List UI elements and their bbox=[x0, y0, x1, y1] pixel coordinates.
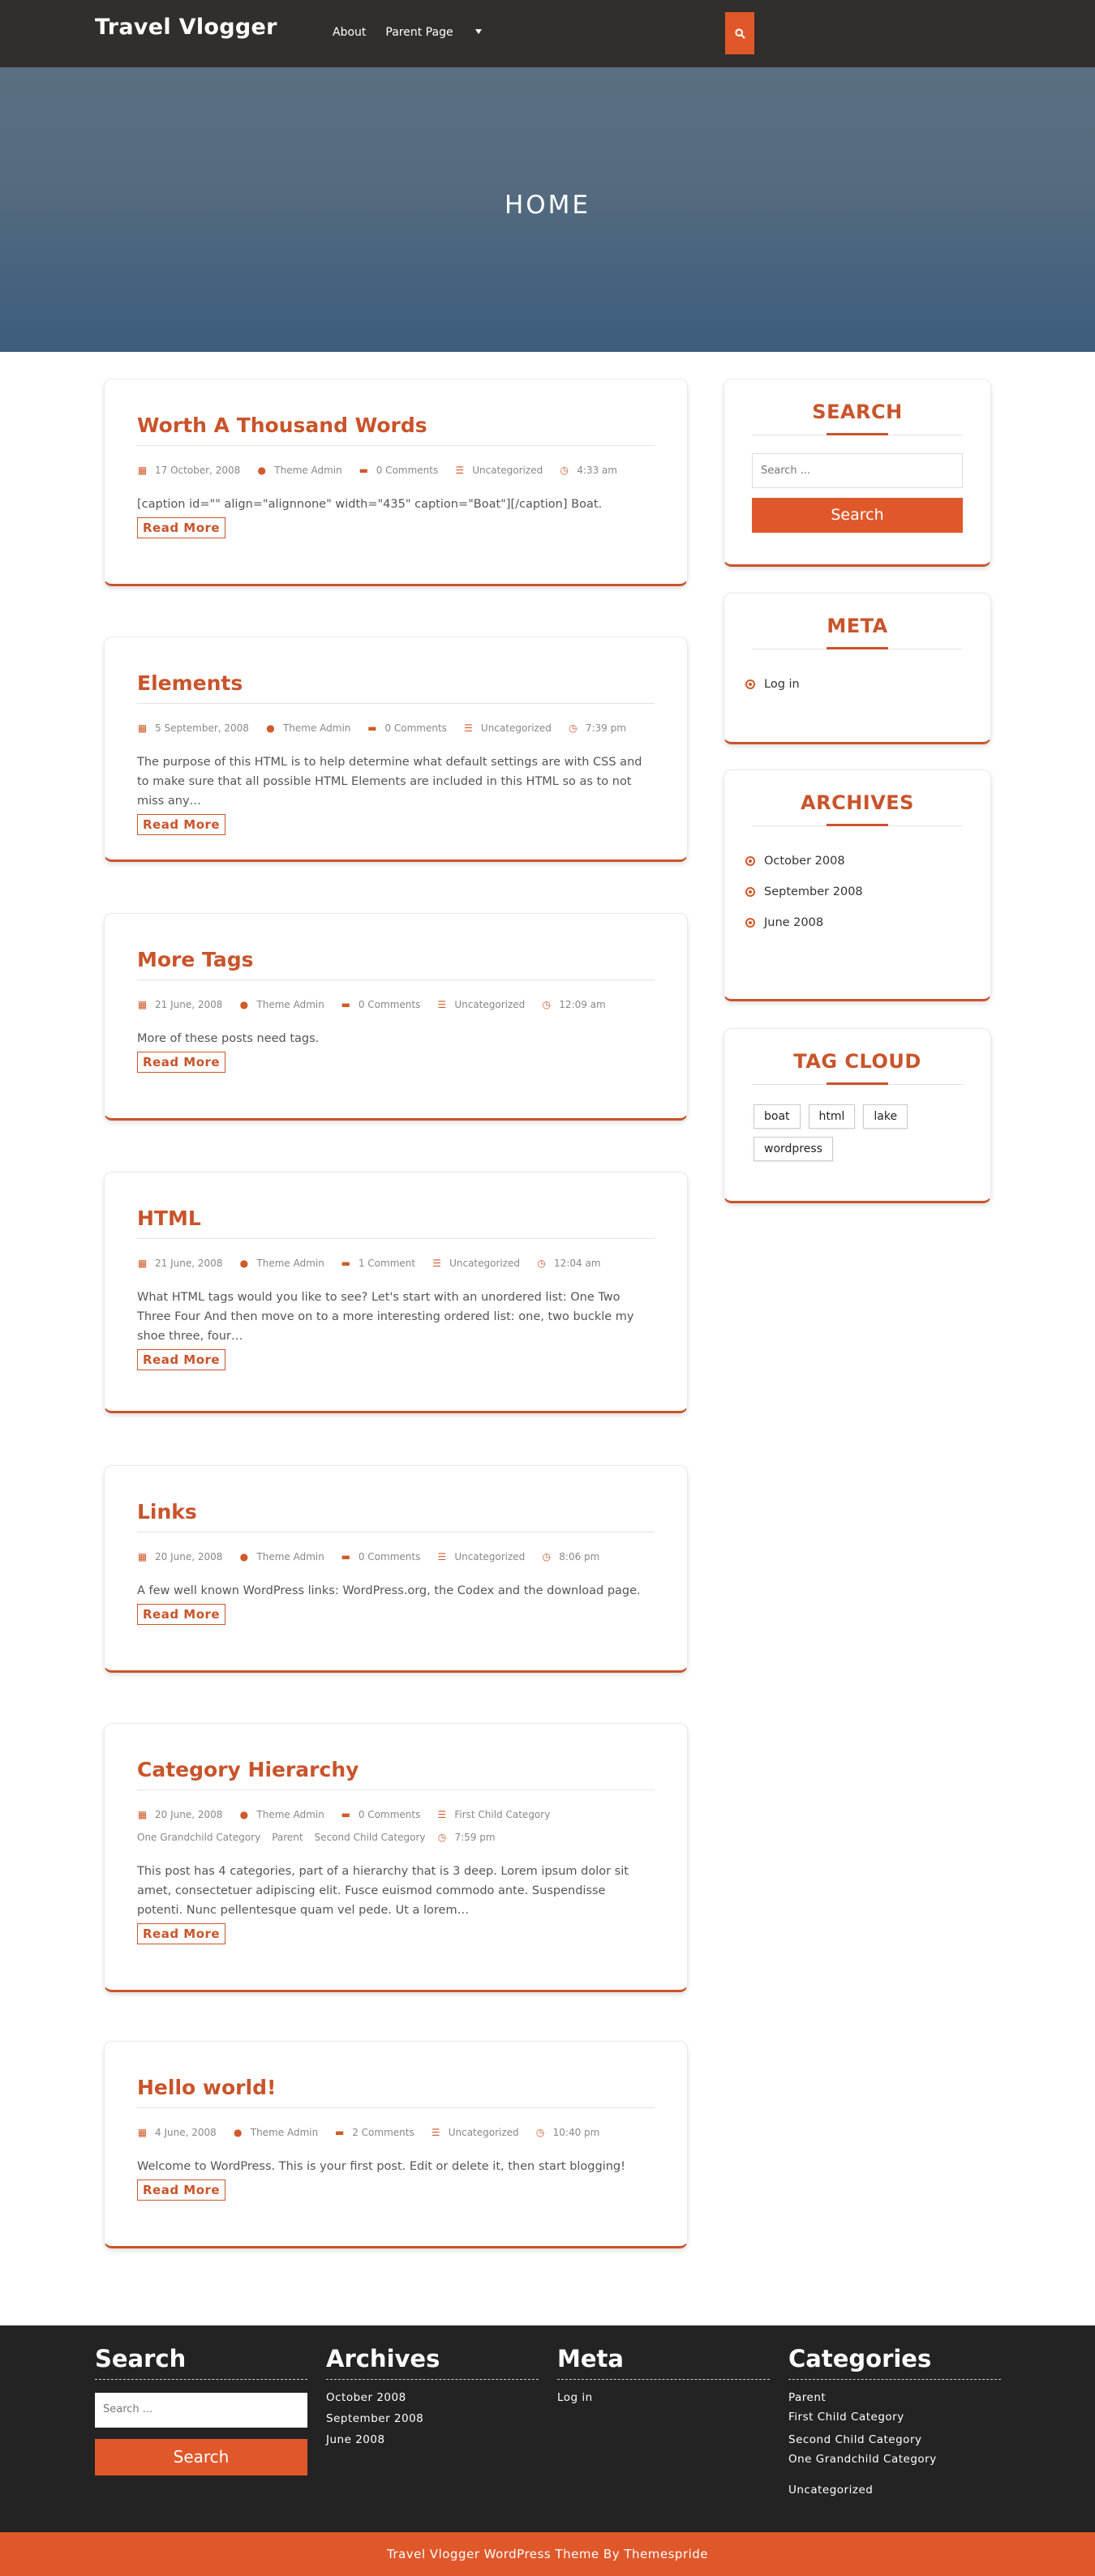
post-meta bbox=[137, 1803, 655, 1849]
calendar-icon: ▦ bbox=[137, 465, 148, 476]
meta-item-log-in[interactable] bbox=[745, 664, 990, 705]
post-meta-text: 20 June, 2008 bbox=[155, 1809, 223, 1820]
post-title[interactable]: Worth A Thousand Words bbox=[137, 414, 655, 446]
post-title[interactable]: Links bbox=[137, 1500, 655, 1532]
post-meta-text: 4:33 am bbox=[577, 465, 617, 476]
post-meta-time bbox=[535, 2121, 600, 2144]
post-meta-category[interactable] bbox=[272, 1826, 303, 1849]
post-meta-date[interactable] bbox=[137, 717, 249, 739]
user-icon: ● bbox=[257, 465, 267, 476]
widget-divider bbox=[752, 1084, 963, 1085]
hero-banner bbox=[0, 67, 1095, 352]
post-meta-text: Theme Admin bbox=[256, 1809, 324, 1820]
clock-icon: ◷ bbox=[569, 722, 578, 734]
user-icon: ● bbox=[239, 999, 249, 1010]
widget-title: TAG CLOUD bbox=[793, 1050, 921, 1073]
list-icon: ☰ bbox=[437, 999, 447, 1010]
site-footer bbox=[0, 2325, 1095, 2532]
post-title[interactable]: More Tags bbox=[137, 948, 655, 980]
comments-icon: ▬ bbox=[335, 2127, 345, 2138]
post-card bbox=[104, 1172, 688, 1413]
post-meta-comments[interactable] bbox=[367, 717, 447, 739]
post-meta-text: 1 Comment bbox=[358, 1258, 416, 1269]
read-more-button[interactable]: Read More bbox=[137, 814, 225, 835]
list-item-label: October 2008 bbox=[764, 855, 845, 868]
post-excerpt: [caption id="" align="alignnone" width="435" caption="Boat"][/caption] Boat. bbox=[137, 498, 603, 511]
post-excerpt: Welcome to WordPress. This is your first post. Edit or delete it, then start blogging! bbox=[137, 2160, 625, 2173]
calendar-icon: ▦ bbox=[137, 1258, 148, 1269]
list-icon: ☰ bbox=[455, 465, 465, 476]
post-meta-text: 12:09 am bbox=[559, 999, 606, 1010]
read-more-button[interactable]: Read More bbox=[137, 517, 225, 538]
chevron-down-icon bbox=[475, 29, 482, 34]
post-excerpt: This post has 4 categories, part of a hierarchy that is 3 deep. Lorem ipsum dolor sit amet, consectetuer adipiscing elit. Fusce euismod commodo ante. Suspendisse potenti. Nunc pellentesque quam vel pede. Ut a lorem… bbox=[137, 1865, 629, 1917]
comments-icon: ▬ bbox=[341, 1809, 351, 1820]
post-excerpt: More of these posts need tags. bbox=[137, 1032, 320, 1045]
footer-heading: Meta bbox=[557, 2345, 770, 2380]
post-meta-text: 0 Comments bbox=[358, 1551, 421, 1562]
post-meta-text: Theme Admin bbox=[256, 1551, 324, 1562]
sidebar-meta-widget bbox=[724, 593, 991, 744]
bullet-icon bbox=[745, 856, 755, 866]
post-card bbox=[104, 1465, 688, 1673]
post-card bbox=[104, 379, 688, 586]
bullet-icon bbox=[745, 918, 755, 928]
post-meta bbox=[137, 993, 655, 1016]
bullet-icon bbox=[745, 887, 755, 897]
read-more-button[interactable]: Read More bbox=[137, 2180, 225, 2201]
post-meta-text: 5 September, 2008 bbox=[155, 722, 249, 734]
post-meta-text: 20 June, 2008 bbox=[155, 1551, 223, 1562]
post-meta-text: Theme Admin bbox=[256, 1258, 324, 1269]
post-meta-text: Second Child Category bbox=[314, 1832, 426, 1843]
post-meta-text: 4 June, 2008 bbox=[155, 2127, 217, 2138]
footer-categories-column bbox=[788, 2345, 1001, 2497]
post-meta bbox=[137, 1545, 655, 1568]
sidebar-search-button[interactable]: Search bbox=[752, 498, 963, 533]
post-meta bbox=[137, 459, 655, 482]
read-more-button[interactable]: Read More bbox=[137, 1923, 225, 1944]
footer-search-column bbox=[95, 2345, 307, 2475]
post-meta-text: 12:04 am bbox=[554, 1258, 601, 1269]
post-meta-category[interactable] bbox=[436, 1545, 525, 1568]
user-icon: ● bbox=[239, 1551, 249, 1562]
post-meta-text: 2 Comments bbox=[352, 2127, 414, 2138]
post-title[interactable]: Hello world! bbox=[137, 2076, 655, 2108]
user-icon: ● bbox=[234, 2127, 243, 2138]
post-meta-time bbox=[559, 459, 617, 482]
clock-icon: ◷ bbox=[560, 465, 569, 476]
post-meta-author[interactable] bbox=[238, 1803, 324, 1826]
tag-link[interactable]: lake bbox=[863, 1104, 908, 1129]
tag-link[interactable]: wordpress bbox=[754, 1137, 833, 1161]
list-item-label: September 2008 bbox=[764, 885, 863, 898]
list-icon: ☰ bbox=[437, 1809, 447, 1820]
clock-icon: ◷ bbox=[535, 2127, 545, 2138]
post-meta-date[interactable] bbox=[137, 993, 222, 1016]
post-meta-text: One Grandchild Category bbox=[137, 1832, 261, 1843]
post-meta-comments[interactable] bbox=[341, 993, 421, 1016]
post-meta-text: Uncategorized bbox=[454, 1551, 526, 1562]
footer-link[interactable]: Parent bbox=[788, 2391, 827, 2404]
post-meta-category[interactable] bbox=[432, 1252, 520, 1275]
comments-icon: ▬ bbox=[359, 465, 368, 476]
post-meta-text: 17 October, 2008 bbox=[155, 465, 241, 476]
post-card bbox=[104, 1723, 688, 1992]
post-meta-text: 21 June, 2008 bbox=[155, 1258, 223, 1269]
sidebar-search-widget bbox=[724, 379, 991, 567]
post-meta-category[interactable] bbox=[436, 1803, 550, 1826]
user-icon: ● bbox=[239, 1809, 249, 1820]
list-item-label: Log in bbox=[764, 678, 800, 691]
post-meta-text: Uncategorized bbox=[472, 465, 543, 476]
list-icon: ☰ bbox=[464, 722, 473, 734]
clock-icon: ◷ bbox=[542, 1551, 552, 1562]
tag-cloud bbox=[754, 1104, 961, 1169]
footer-link[interactable]: First Child Category bbox=[788, 2411, 904, 2424]
comments-icon: ▬ bbox=[341, 1551, 351, 1562]
post-meta-date[interactable] bbox=[137, 459, 240, 482]
post-meta-text: 0 Comments bbox=[358, 999, 421, 1010]
post-excerpt: What HTML tags would you like to see? Let's start with an unordered list: One Two Three Four And then move on to a more interesting ordered list: one, two buckle my shoe three, four… bbox=[137, 1291, 634, 1343]
footer-link[interactable]: October 2008 bbox=[326, 2391, 406, 2404]
post-meta-text: 10:40 pm bbox=[552, 2127, 600, 2138]
post-meta-date[interactable] bbox=[137, 1545, 222, 1568]
post-meta-category[interactable] bbox=[431, 2121, 519, 2144]
calendar-icon: ▦ bbox=[137, 722, 148, 734]
post-meta-comments[interactable] bbox=[341, 1803, 421, 1826]
post-meta-category[interactable] bbox=[137, 1826, 260, 1849]
post-meta-time bbox=[568, 717, 626, 739]
post-meta-text: 0 Comments bbox=[376, 465, 439, 476]
tag-link[interactable]: html bbox=[809, 1104, 856, 1129]
list-icon: ☰ bbox=[431, 2127, 440, 2138]
footer-archives-column bbox=[326, 2345, 539, 2446]
post-meta-text: 7:59 pm bbox=[454, 1832, 496, 1843]
post-meta-text: Uncategorized bbox=[480, 722, 552, 734]
post-meta-time bbox=[536, 1252, 600, 1275]
main-nav bbox=[333, 26, 501, 39]
widget-divider bbox=[752, 825, 963, 826]
site-title[interactable]: Travel Vlogger bbox=[95, 15, 277, 40]
post-meta-author[interactable] bbox=[265, 717, 350, 739]
post-meta-author[interactable] bbox=[238, 1545, 324, 1568]
post-meta-author[interactable] bbox=[256, 459, 341, 482]
comments-icon: ▬ bbox=[367, 722, 377, 734]
comments-icon: ▬ bbox=[341, 1258, 351, 1269]
footer-link[interactable]: Second Child Category bbox=[788, 2433, 922, 2446]
post-meta-text: Theme Admin bbox=[274, 465, 342, 476]
post-meta-comments[interactable] bbox=[359, 459, 439, 482]
post-meta-time bbox=[541, 993, 605, 1016]
sidebar-search-input[interactable]: Search ... bbox=[752, 453, 963, 488]
search-icon bbox=[735, 28, 745, 39]
post-meta-text: Theme Admin bbox=[282, 722, 351, 734]
post-title[interactable]: Elements bbox=[137, 671, 655, 704]
footer-search-button[interactable]: Search bbox=[95, 2439, 307, 2475]
tag-link[interactable]: boat bbox=[754, 1104, 801, 1129]
site-header bbox=[0, 0, 1095, 67]
post-card bbox=[104, 913, 688, 1121]
bullet-icon bbox=[745, 679, 755, 689]
copyright-bar: Travel Vlogger WordPress Theme By Themespride bbox=[0, 2532, 1095, 2576]
read-more-button[interactable]: Read More bbox=[137, 1052, 225, 1073]
user-icon: ● bbox=[239, 1258, 249, 1269]
calendar-icon: ▦ bbox=[137, 2127, 148, 2138]
post-meta-text: 8:06 pm bbox=[559, 1551, 600, 1562]
post-meta-text: Uncategorized bbox=[448, 2127, 519, 2138]
read-more-button[interactable]: Read More bbox=[137, 1349, 225, 1370]
post-meta-text: Theme Admin bbox=[250, 2127, 319, 2138]
post-meta-text: First Child Category bbox=[454, 1809, 551, 1820]
post-meta-time bbox=[436, 1826, 495, 1849]
footer-link[interactable]: Uncategorized bbox=[788, 2484, 874, 2497]
post-meta-date[interactable] bbox=[137, 1803, 222, 1826]
header-search-button[interactable] bbox=[725, 12, 754, 54]
footer-link[interactable]: Log in bbox=[557, 2391, 593, 2404]
calendar-icon: ▦ bbox=[137, 1551, 148, 1562]
footer-search-input[interactable]: Search ... bbox=[95, 2393, 307, 2428]
archive-item[interactable] bbox=[745, 902, 990, 943]
sidebar-tagcloud-widget bbox=[724, 1028, 991, 1203]
clock-icon: ◷ bbox=[542, 999, 552, 1010]
post-meta-text: 21 June, 2008 bbox=[155, 999, 223, 1010]
post-meta-text: 0 Comments bbox=[358, 1809, 421, 1820]
post-meta bbox=[137, 1252, 655, 1275]
nav-item-label: Parent Page bbox=[385, 26, 453, 39]
nav-item-about[interactable]: About bbox=[333, 26, 367, 39]
post-excerpt: A few well known WordPress links: WordPress.org, the Codex and the download page. bbox=[137, 1584, 641, 1597]
post-meta-category[interactable] bbox=[436, 993, 525, 1016]
footer-link[interactable]: One Grandchild Category bbox=[788, 2453, 937, 2466]
footer-meta-column bbox=[557, 2345, 770, 2404]
comments-icon: ▬ bbox=[341, 999, 351, 1010]
user-icon: ● bbox=[266, 722, 275, 734]
post-title[interactable]: HTML bbox=[137, 1207, 655, 1239]
post-meta-text: 7:39 pm bbox=[585, 722, 626, 734]
footer-link[interactable]: June 2008 bbox=[326, 2433, 385, 2446]
post-meta-category[interactable] bbox=[454, 459, 543, 482]
footer-heading: Categories bbox=[788, 2345, 1001, 2380]
post-excerpt: The purpose of this HTML is to help determine what default settings are with CSS and to make sure that all possible HTML Elements are included in this HTML so as to not miss any… bbox=[137, 756, 642, 808]
post-meta-text: 0 Comments bbox=[384, 722, 447, 734]
footer-heading: Search bbox=[95, 2345, 307, 2380]
clock-icon: ◷ bbox=[537, 1258, 546, 1269]
sidebar-archives-widget bbox=[724, 769, 991, 1001]
widget-title: ARCHIVES bbox=[801, 791, 914, 814]
list-item-label: June 2008 bbox=[764, 916, 824, 929]
post-meta bbox=[137, 2121, 655, 2144]
post-meta-time bbox=[541, 1545, 599, 1568]
post-meta bbox=[137, 717, 655, 739]
post-meta-comments[interactable] bbox=[334, 2121, 414, 2144]
post-card bbox=[104, 2041, 688, 2248]
post-meta-author[interactable] bbox=[233, 2121, 318, 2144]
post-meta-text: Theme Admin bbox=[256, 999, 324, 1010]
list-icon: ☰ bbox=[432, 1258, 441, 1269]
post-meta-text: Uncategorized bbox=[449, 1258, 521, 1269]
post-meta-category[interactable] bbox=[463, 717, 552, 739]
post-meta-author[interactable] bbox=[238, 1252, 324, 1275]
read-more-button[interactable]: Read More bbox=[137, 1604, 225, 1625]
post-meta-text: Uncategorized bbox=[454, 999, 526, 1010]
post-meta-comments[interactable] bbox=[341, 1252, 415, 1275]
calendar-icon: ▦ bbox=[137, 1809, 148, 1820]
nav-item-parent-page[interactable] bbox=[385, 26, 481, 39]
footer-link[interactable]: September 2008 bbox=[326, 2412, 424, 2425]
clock-icon: ◷ bbox=[437, 1832, 447, 1843]
post-title[interactable]: Category Hierarchy bbox=[137, 1758, 655, 1790]
post-meta-date[interactable] bbox=[137, 2121, 217, 2144]
widget-title: META bbox=[827, 615, 888, 637]
post-meta-category[interactable] bbox=[315, 1826, 426, 1849]
post-meta-date[interactable] bbox=[137, 1252, 222, 1275]
post-meta-comments[interactable] bbox=[341, 1545, 421, 1568]
post-meta-text: Parent bbox=[272, 1832, 303, 1843]
page-title: HOME bbox=[504, 191, 591, 220]
widget-title: SEARCH bbox=[812, 401, 903, 423]
list-icon: ☰ bbox=[437, 1551, 447, 1562]
post-card bbox=[104, 636, 688, 862]
post-meta-author[interactable] bbox=[238, 993, 324, 1016]
footer-heading: Archives bbox=[326, 2345, 539, 2380]
calendar-icon: ▦ bbox=[137, 999, 148, 1010]
